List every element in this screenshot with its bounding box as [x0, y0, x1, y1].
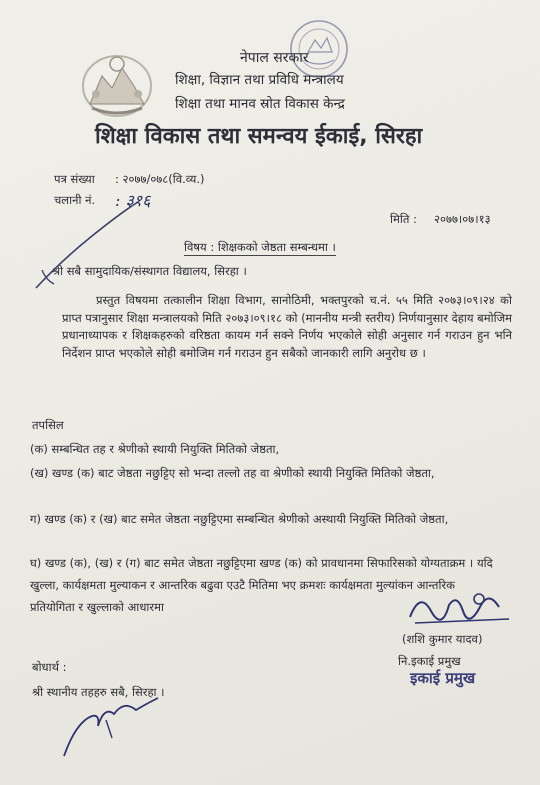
date-label: मिति :: [390, 212, 417, 226]
header-center-line: शिक्षा तथा मानव स्रोत विकास केन्द्र: [175, 96, 345, 112]
nepal-emblem-logo: [78, 46, 156, 120]
addressee: श्री सबै सामुदायिक/संस्थागत विद्यालय, सिरहा ।: [52, 264, 247, 278]
header-govt-line: नेपाल सरकार: [240, 50, 309, 66]
header-ministry-line: शिक्षा, विज्ञान तथा प्रविधि मन्त्रालय: [175, 72, 344, 88]
office-title: शिक्षा विकास तथा समन्वय ईकाई, सिरहा: [95, 124, 423, 149]
date-value: २०७७।०७।१३: [434, 212, 491, 226]
signature: [405, 585, 515, 630]
subject-line: विषय : शिक्षकको जेष्ठता सम्बन्धमा ।: [184, 240, 336, 254]
patra-sankhya-label: पत्र संख्या: [54, 172, 95, 186]
list-item-ka: (क) सम्बन्धित तह र श्रेणीको स्थायी नियुक्ति मितिको जेष्ठता,: [30, 442, 280, 456]
tapsil-label: तपसिल: [32, 418, 64, 432]
bodharth-label: बोधार्थ :: [32, 660, 67, 674]
patra-sankhya-value: : २०७७/०७८(वि.व्य.): [115, 172, 205, 186]
signatory-title: नि.इकाई प्रमुख: [398, 654, 461, 668]
chalani-value: : ३१६: [115, 191, 151, 210]
list-item-gha: घ) खण्ड (क), (ख) र (ग) बाट समेत जेष्ठता नछुट्टिएमा खण्ड (क) को प्रावधानमा सिफारिसको योग्यताक्रम । यदि खुल्ला, कार्यक्षमता मुल्याकन र आन्तरिक बढुवा एउटै मितिमा भए क्रमशः कार्यक्षमता मुल्यांकन आन्तरिक प्रतियोगिता र खुल्लाको आधारमा: [30, 556, 493, 614]
chalani-label: चलानी नं.: [54, 193, 96, 207]
list-item-ga: ग) खण्ड (क) र (ख) बाट समेत जेष्ठता नछुट्टिएमा सम्बन्धित श्रेणीको अस्थायी नियुक्ति मितिको जेष्ठता,: [30, 512, 449, 526]
list-item-kha: (ख) खण्ड (क) बाट जेष्ठता नछुट्टिए सो भन्दा तल्लो तह वा श्रेणीको स्थायी नियुक्ति मितिको जेष्ठता,: [30, 466, 435, 480]
bodharth-text: श्री स्थानीय तहहरु सबै, सिरहा ।: [32, 685, 165, 699]
initials-signature: [58, 692, 168, 762]
signatory-stamp: इकाई प्रमुख: [410, 669, 476, 687]
signatory-name: (शशि कुमार यादव): [402, 632, 483, 646]
body-paragraph: प्रस्तुत विषयमा तत्कालीन शिक्षा विभाग, सानोठिमी, भक्तपुरको च.नं. ५५ मिति २०७३।०९।२४ को प्राप्त पत्रानुसार शिक्षा मन्त्रालयको मिति २०७३।०९।१८ को (माननीय मन्त्री स्तरीय) निर्णयानुसार देहाय बमोजिम प्रधानाध्यापक र शिक्षकहरुको वरिष्ठता कायम गर्न सक्ने निर्णय भएकोले सोही अनुसार गर्न गराउन हुन भनि निर्देशन प्राप्त भएकोले सोही बमोजिम गर्न गराउन हुन सबैको जानकारी लागि अनुरोध छ ।: [62, 293, 512, 360]
pen-mark: [32, 200, 142, 290]
